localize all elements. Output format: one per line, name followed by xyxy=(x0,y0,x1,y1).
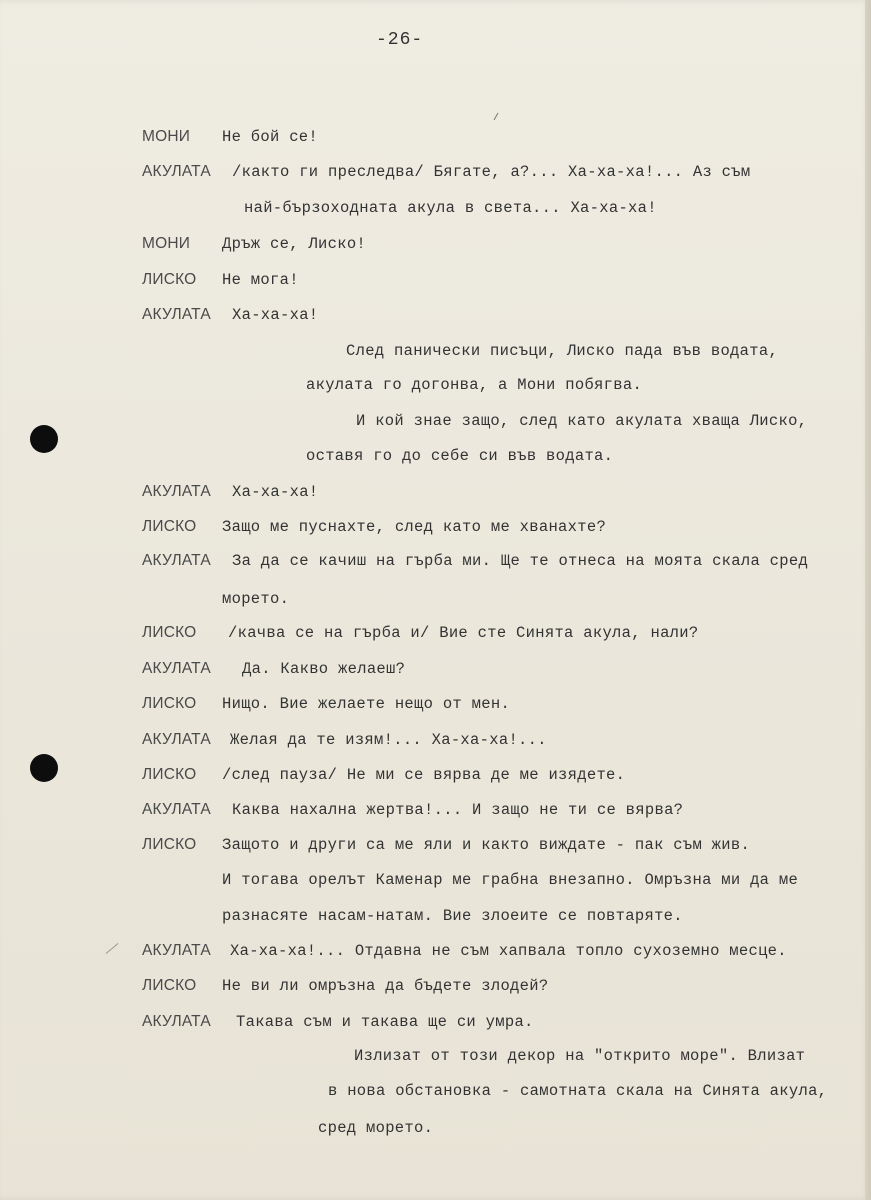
dialogue-line: Ха-ха-ха!... Отдавна не съм хапвала топло сухоземно месце. xyxy=(230,942,787,960)
dialogue-line: Защото и други са ме яли и както виждате - пак съм жив. xyxy=(222,836,751,854)
dialogue-line: Ха-ха-ха! xyxy=(232,306,319,324)
stage-direction: И кой знае защо, след като акулата хваща Лиско, xyxy=(356,412,808,430)
dialogue-line: /както ги преследва/ Бягате, а?... Ха-ха-ха!... Аз съм xyxy=(232,163,751,181)
speaker-label: АКУЛАТА xyxy=(142,731,211,748)
dialogue-line: най-бързоходната акула в света... Ха-ха-ха! xyxy=(244,199,657,217)
dialogue-line: /качва се на гърба и/ Вие сте Синята акула, нали? xyxy=(228,624,699,642)
speaker-label: ЛИСКО xyxy=(142,836,197,853)
speaker-label: АКУЛАТА xyxy=(142,660,211,677)
speaker-label: ЛИСКО xyxy=(142,766,197,783)
dialogue-line: Желая да те изям!... Ха-ха-ха!... xyxy=(230,731,547,749)
speaker-label: МОНИ xyxy=(142,128,191,145)
dialogue-line: Нищо. Вие желаете нещо от мен. xyxy=(222,695,511,713)
dialogue-line: Не бой се! xyxy=(222,128,319,146)
dialogue-line: Каква нахална жертва!... И защо не ти се вярва? xyxy=(232,801,684,819)
dialogue-line: Такава съм и такава ще си умра. xyxy=(236,1013,534,1031)
dialogue-line: Защо ме пуснахте, след като ме хванахте? xyxy=(222,518,607,536)
stage-direction: сред морето. xyxy=(318,1119,434,1137)
dialogue-line: Дръж се, Лиско! xyxy=(222,235,367,253)
speaker-label: ЛИСКО xyxy=(142,624,197,641)
page-number: -26- xyxy=(376,30,424,50)
speaker-label: АКУЛАТА xyxy=(142,483,211,500)
dialogue-line: разнасяте насам-натам. Вие злоеите се повтаряте. xyxy=(222,907,683,925)
stage-direction: Излизат от този декор на "открито море". Влизат xyxy=(354,1047,806,1065)
speaker-label: ЛИСКО xyxy=(142,695,197,712)
dialogue-line: Не мога! xyxy=(222,271,299,289)
speaker-label: АКУЛАТА xyxy=(142,552,211,569)
speaker-label: АКУЛАТА xyxy=(142,801,211,818)
dialogue-line: За да се качиш на гърба ми. Ще те отнеса на моята скала сред xyxy=(232,552,809,570)
speaker-label: ЛИСКО xyxy=(142,271,197,288)
stage-direction: оставя го до себе си във водата. xyxy=(306,447,614,465)
speaker-label: АКУЛАТА xyxy=(142,1013,211,1030)
dialogue-line: /след пауза/ Не ми се вярва де ме изядете. xyxy=(222,766,626,784)
speaker-label: МОНИ xyxy=(142,235,191,252)
speaker-label: АКУЛАТА xyxy=(142,306,211,323)
stage-direction: акулата го догонва, а Мони побягва. xyxy=(306,376,643,394)
dialogue-line: морето. xyxy=(222,590,290,608)
stage-direction: в нова обстановка - самотната скала на Синята акула, xyxy=(328,1082,828,1100)
stage-direction: След панически писъци, Лиско пада във водата, xyxy=(346,342,779,360)
speaker-label: ЛИСКО xyxy=(142,977,197,994)
dialogue-line: Ха-ха-ха! xyxy=(232,483,319,501)
speaker-label: АКУЛАТА xyxy=(142,942,211,959)
speaker-label: АКУЛАТА xyxy=(142,163,211,180)
dialogue-line: Да. Какво желаеш? xyxy=(242,660,406,678)
punch-hole-bottom xyxy=(30,754,58,782)
speaker-label: ЛИСКО xyxy=(142,518,197,535)
page-edge xyxy=(865,0,871,1200)
pen-mark xyxy=(494,113,499,120)
margin-scratch xyxy=(106,943,119,954)
dialogue-line: Не ви ли омръзна да бъдете злодей? xyxy=(222,977,549,995)
punch-hole-top xyxy=(30,425,58,453)
dialogue-line: И тогава орелът Каменар ме грабна внезапно. Омръзна ми да ме xyxy=(222,871,799,889)
